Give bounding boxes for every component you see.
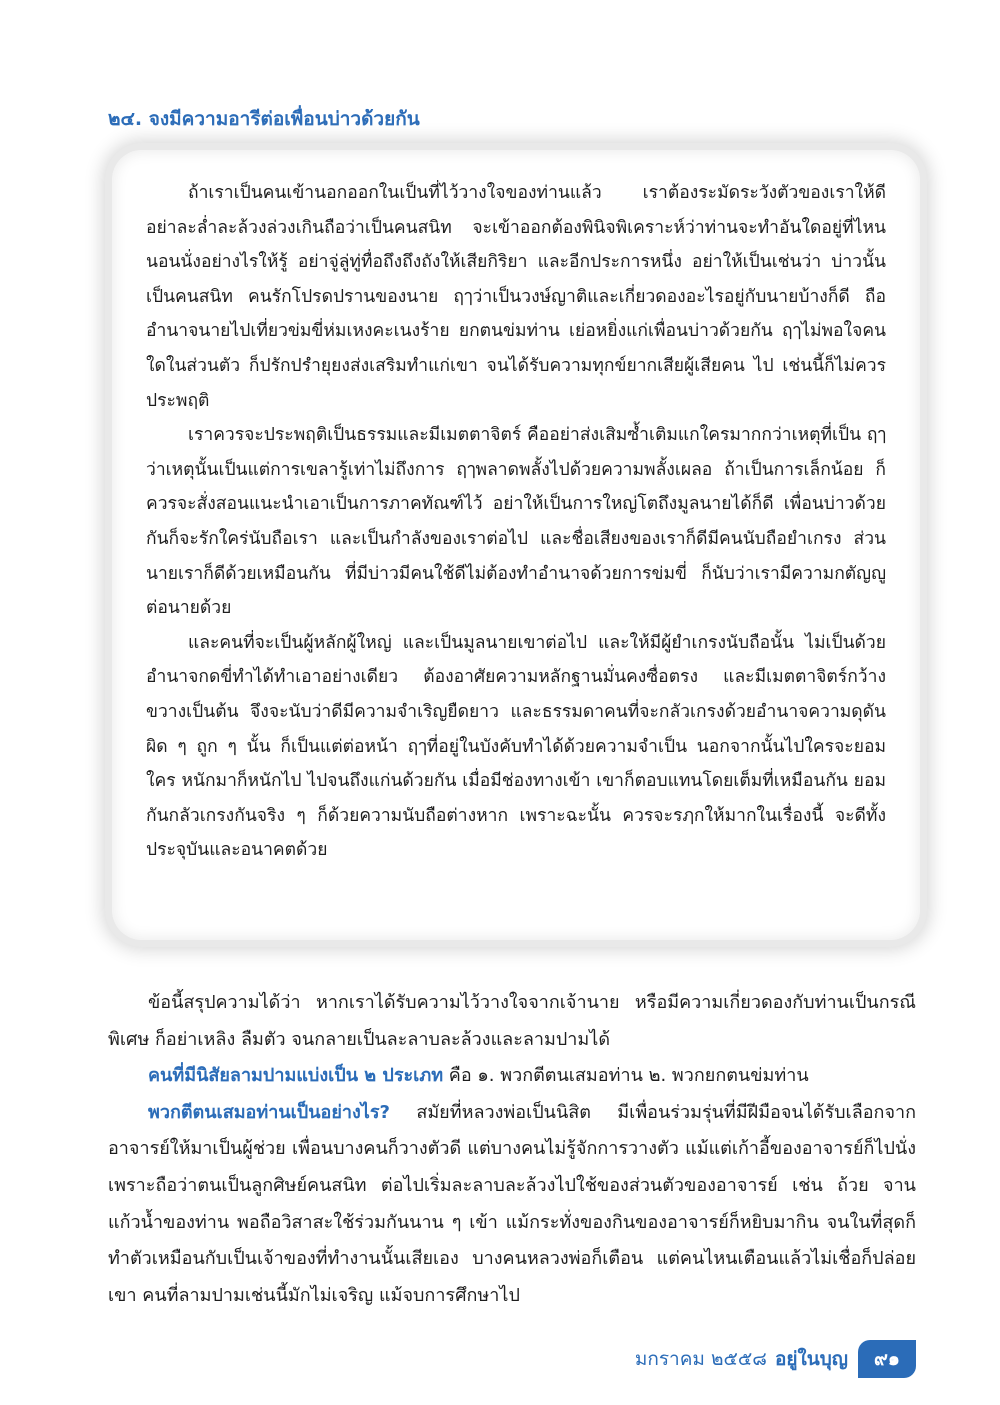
section-heading: ๒๔. จงมีความอารีต่อเพื่อนบ่าวด้วยกัน — [108, 108, 420, 130]
body-paragraph — [108, 1095, 916, 1315]
quote-paragraph: ถ้าเราเป็นคนเข้านอกออกในเป็นที่ไว้วางใจของท่านแล้ว เราต้องระมัดระวังตัวของเราให้ดี อย่าละล่ำละล้วงล่วงเกินถือว่าเป็นคนสนิท จะเข้าออกต้องพินิจพิเคราะห์ว่าท่านจะทำอันใดอยู่ที่ไหน นอนนั่งอย่างไรให้รู้ อย่าจู่ลู่ทู่ทื่อถึงถึงถังให้เสียกิริยา และอีกประการหนึ่ง อย่าให้เป็นเช่นว่า บ่าวนั้นเป็นคนสนิท คนรักโปรดปรานของนาย ฤๅว่าเป็นวงษ์ญาติและเกี่ยวดองอะไรอยู่กับนายบ้างก็ดี ถืออำนาจนายไปเที่ยวข่มขี่ห่มเหงคะเนงร้าย ยกตนข่มท่าน เย่อหยิ่งแก่เพื่อนบ่าวด้วยกัน ฤๅไม่พอใจคนใดในส่วนตัว ก็ปรักปรำยุยงส่งเสริมทำแก่เขา จนได้รับความทุกข์ยากเสียผู้เสียคน ไป เช่นนี้ก็ไม่ควรประพฤติ — [146, 183, 886, 411]
body-text-span: คือ ๑. พวกตีตนเสมอท่าน ๒. พวกยกตนข่มท่าน — [443, 1065, 809, 1087]
emphasis-text: คนที่มีนิสัยลามปามแบ่งเป็น ๒ ประเภท — [148, 1065, 444, 1087]
body-text — [108, 985, 916, 1314]
quote-paragraph: และคนที่จะเป็นผู้หลักผู้ใหญ่ และเป็นมูลนายเขาต่อไป และให้มีผู้ยำเกรงนับถือนั้น ไม่เป็นด้วยอำนาจกดขี่ทำได้ทำเอาอย่างเดียว ต้องอาศัยความหลักฐานมั่นคงซื่อตรง และมีเมตตาจิตร์กว้างขวางเป็นต้น จึงจะนับว่าดีมีความจำเริญยืดยาว และธรรมดาคนที่จะกลัวเกรงด้วยอำนาจความดุดันผิด ๆ ถูก ๆ นั้น ก็เป็นแต่ต่อหน้า ฤๅที่อยู่ในบังคับทำได้ด้วยความจำเป็น นอกจากนั้นไปใครจะยอมใคร หนักมาก็หนักไป ไปจนถึงแก่นด้วยกัน เมื่อมีช่องทางเข้า เขาก็ตอบแทนโดยเต็มที่เหมือนกัน ยอมกันกลัวเกรงกันจริง ๆ ก็ด้วยความนับถือต่างหาก เพราะฉะนั้น ควรจะรฦกให้มากในเรื่องนี้ จะดีทั้งประจุบันและอนาคตด้วย — [146, 632, 886, 861]
page-number: ๙๑ — [858, 1340, 916, 1378]
page-footer — [635, 1340, 916, 1378]
issue-date: มกราคม ๒๕๕๘ — [634, 1348, 767, 1370]
body-paragraph: ข้อนี้สรุปความได้ว่า หากเราได้รับความไว้วางใจจากเจ้านาย หรือมีความเกี่ยวดองกับท่านเป็นกรณีพิเศษ ก็อย่าเหลิง ลืมตัว จนกลายเป็นละลาบละล้วงและลามปามได้ — [108, 992, 916, 1050]
body-paragraph — [108, 1058, 916, 1095]
magazine-name: อยู่ในบุญ — [774, 1348, 848, 1370]
quote-box — [112, 150, 920, 940]
body-text-span: สมัยที่หลวงพ่อเป็นนิสิต มีเพื่อนร่วมรุ่นที่มีฝีมือจนได้รับเลือกจากอาจารย์ให้มาเป็นผู้ช่วย เพื่อนบางคนก็วางตัวดี แต่บางคนไม่รู้จักการวางตัว แม้แต่เก้าอี้ของอาจารย์ก็ไปนั่ง เพราะถือว่าตนเป็นลูกศิษย์คนสนิท ต่อไปเริ่มละลาบละล้วงไปใช้ของส่วนตัวของอาจารย์ เช่น ถ้วย จาน แก้วน้ำของท่าน พอถือวิสาสะใช้ร่วมกันนาน ๆ เข้า แม้กระทั่งของกินของอาจารย์ก็หยิบมากิน จนในที่สุดก็ทำตัวเหมือนกับเป็นเจ้าของที่ทำงานนั้นเสียเอง บางคนหลวงพ่อก็เตือน แต่คนไหนเตือนแล้วไม่เชื่อก็ปล่อยเขา คนที่ลามปามเช่นนี้มักไม่เจริญ แม้จบการศึกษาไป — [108, 1101, 916, 1306]
quote-paragraph: เราควรจะประพฤติเป็นธรรมและมีเมตตาจิตร์ คืออย่าส่งเสิมซ้ำเติมแกใครมากกว่าเหตุที่เป็น ฤๅว่าเหตุนั้นเป็นแต่การเขลารู้เท่าไม่ถึงการ ฤๅพลาดพลั้งไปด้วยความพลั้งเผลอ ถ้าเป็นการเล็กน้อย ก็ควรจะสั่งสอนแนะนำเอาเป็นการภาคทัณฑ์ไว้ อย่าให้เป็นการใหญ่โตถึงมูลนายได้ก็ดี เพื่อนบ่าวด้วยกันก็จะรักใคร่นับถือเรา และเป็นกำลังของเราต่อไป และชื่อเสียงของเราก็ดีมีคนนับถือยำเกรง ส่วนนายเราก็ดีด้วยเหมือนกัน ที่มีบ่าวมีคนใช้ดีไม่ต้องทำอำนาจด้วยการข่มขี่ ก็นับว่าเรามีความกตัญญูต่อนายด้วย — [146, 425, 886, 619]
emphasis-text: พวกตีตนเสมอท่านเป็นอย่างไร? — [148, 1101, 390, 1123]
